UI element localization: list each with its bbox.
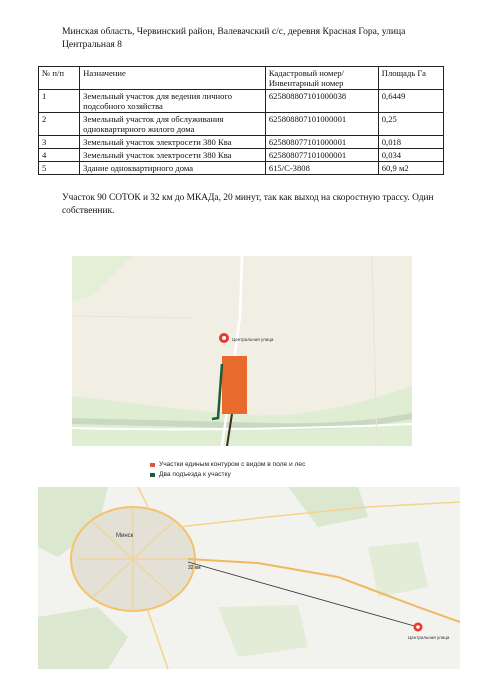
description-text: Участок 90 СОТОК и 32 км до МКАДа, 20 минут, так как выход на скоростную трассу. Один собственник.: [62, 193, 434, 216]
parcel-area: [222, 356, 247, 414]
table-row: [39, 136, 444, 149]
legend-label: Участки единым контуром с видом в поле и лес: [159, 461, 306, 468]
cell-cadastral: 615/С-3808: [265, 162, 378, 175]
cell-cadastral: 625808077101000001: [265, 149, 378, 162]
table-row: [39, 90, 444, 113]
legend-item: [150, 470, 305, 480]
cell-number: 2: [39, 113, 80, 136]
legend-swatch-road: [150, 473, 155, 477]
forest-area: [368, 542, 428, 597]
location-pin-icon: [414, 623, 423, 632]
table-row: [39, 149, 444, 162]
cell-number: 1: [39, 90, 80, 113]
cell-area: 60,9 м2: [378, 162, 443, 175]
legend-label: Два подъезда к участку: [159, 471, 231, 478]
header-number: № п/п: [39, 67, 80, 90]
table-row: [39, 113, 444, 136]
parcel-map: [72, 256, 412, 446]
cell-area: 0,6449: [378, 90, 443, 113]
cell-cadastral: 625808807101000038: [265, 90, 378, 113]
cell-cadastral: 625808807101000001: [265, 113, 378, 136]
distance-label: 32 км: [188, 565, 201, 571]
overview-map-svg: [38, 487, 460, 669]
parcel-map-svg: [72, 256, 412, 446]
cell-purpose: Земельный участок для обслуживания одноквартирного жилого дома: [80, 113, 266, 136]
cell-cadastral: 625808077101000001: [265, 136, 378, 149]
legend-item: [150, 460, 305, 470]
address-text: Минская область, Червинский район, Валевачский с/с, деревня Красная Гора, улица Центральная 8: [62, 26, 406, 50]
city-roads: [78, 507, 188, 611]
legend-swatch-parcel: [150, 463, 155, 467]
cell-purpose: Земельный участок электросети 380 Ква: [80, 136, 266, 149]
cell-area: 0,25: [378, 113, 443, 136]
header-area: Площадь Га: [378, 67, 443, 90]
pin-label: Центральная улица: [232, 337, 274, 342]
table-row: [39, 162, 444, 175]
cell-number: 3: [39, 136, 80, 149]
pin-label: Центральная улица: [408, 635, 450, 640]
map-legend: [150, 460, 305, 480]
cell-number: 5: [39, 162, 80, 175]
cell-area: 0,034: [378, 149, 443, 162]
overview-map: [38, 487, 460, 669]
location-pin-icon: [219, 333, 229, 343]
city-label: Минск: [116, 533, 134, 539]
cell-purpose: Земельный участок для ведения личного подсобного хозяйства: [80, 90, 266, 113]
cell-purpose: Земельный участок электросети 380 Ква: [80, 149, 266, 162]
table-header-row: [39, 67, 444, 90]
cell-area: 0,018: [378, 136, 443, 149]
cell-number: 4: [39, 149, 80, 162]
cell-purpose: Здание одноквартирного дома: [80, 162, 266, 175]
header-purpose: Назначение: [80, 67, 266, 90]
parcel-table: [38, 66, 444, 175]
header-cadastral: Кадастровый номер/ Инвентарный номер: [265, 67, 378, 90]
